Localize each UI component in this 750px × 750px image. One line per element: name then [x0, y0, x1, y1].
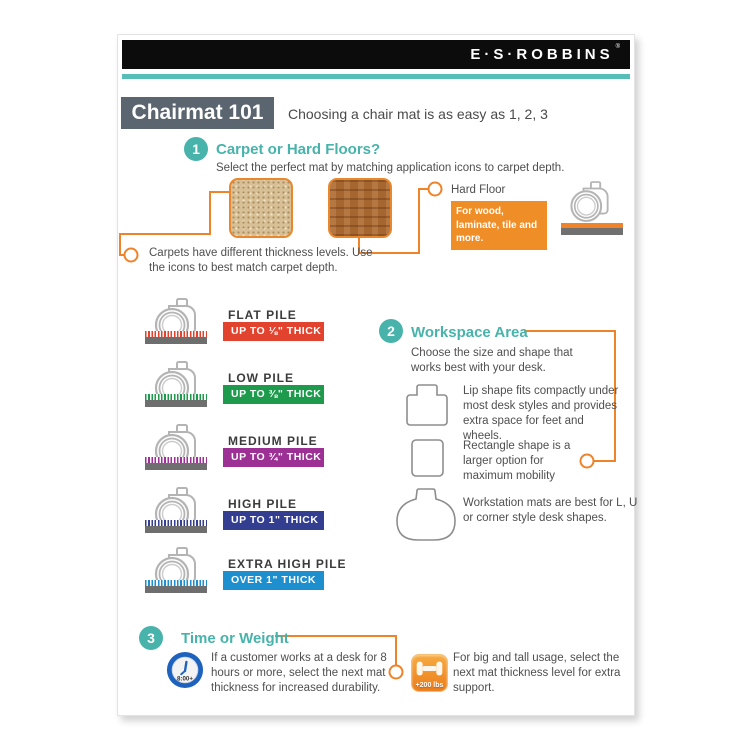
lip-shape-icon [406, 384, 448, 426]
pile-name: HIGH PILE [228, 497, 298, 511]
pile-name: LOW PILE [228, 371, 294, 385]
accent-rule [122, 74, 630, 79]
200lb-weight-icon [411, 654, 448, 692]
pile-thickness-badge: OVER 1" THICK [223, 571, 324, 590]
carpet-base-strip [145, 526, 207, 533]
tagline: Choosing a chair mat is as easy as 1, 2, 3 [288, 106, 548, 122]
step3-title: Time or Weight [181, 630, 289, 647]
workstation-shape-icon [396, 488, 456, 541]
dumbbell-icon [415, 660, 444, 677]
carpet-note: Carpets have different thickness levels. Use the icons to best match carpet depth. [149, 247, 373, 274]
weight-text: For big and tall usage, select the next mat thickness level for extra support. [453, 652, 621, 694]
8-hour-clock-icon [166, 651, 204, 689]
rectangle-shape-text: Rectangle shape is a larger option for maximum mobility [463, 440, 571, 482]
pile-name: MEDIUM PILE [228, 434, 318, 448]
pile-name: FLAT PILE [228, 308, 297, 322]
pile-thickness-badge: UP TO ⅜" THICK [223, 385, 324, 404]
lip-shape-text: Lip shape fits compactly under most desk styles and provides extra space for feet and wheels. [463, 385, 619, 442]
clock-text: If a customer works at a desk for 8 hours or more, select the next mat thickness for increased durability. [211, 652, 387, 694]
step1-number-badge: 1 [184, 137, 208, 161]
carpet-base-strip [145, 463, 207, 470]
pile-thickness-badge: UP TO ¾" THICK [223, 448, 324, 467]
step1-subtitle: Select the perfect mat by matching application icons to carpet depth. [216, 162, 565, 174]
wood-floor-swatch [328, 178, 392, 238]
step2-title: Workspace Area [411, 324, 528, 341]
step1-title: Carpet or Hard Floors? [216, 141, 381, 158]
weight-label: +200 lbs [415, 682, 444, 689]
brand-bar [122, 40, 630, 69]
carpet-base-strip [145, 337, 207, 344]
pile-row-medium [118, 424, 458, 487]
rectangle-shape-icon [411, 439, 444, 477]
infographic-page [117, 34, 638, 716]
step2-subtitle: Choose the size and shape that works best with your desk. [411, 347, 573, 374]
pile-name: EXTRA HIGH PILE [228, 557, 347, 571]
carpet-base-strip [145, 400, 207, 407]
step3-number-badge: 3 [139, 626, 163, 650]
workstation-shape-text: Workstation mats are best for L, U or corner style desk shapes. [463, 497, 638, 524]
pile-thickness-badge: UP TO ⅛" THICK [223, 322, 324, 341]
hard-floor-bullet-icon [429, 183, 442, 196]
carpet-texture-swatch [229, 178, 293, 238]
hard-floor-caster-wheel-icon [564, 181, 616, 222]
registered-mark-icon: ® [615, 44, 620, 50]
page-title: Chairmat 101 [121, 97, 274, 129]
brand-logo: E·S·ROBBINS [470, 46, 614, 63]
pile-row-flat [118, 298, 458, 361]
hard-floor-label: Hard Floor [451, 184, 506, 196]
pile-thickness-badge: UP TO 1" THICK [223, 511, 324, 530]
carpet-base-strip [145, 586, 207, 593]
hard-floor-note: For wood, laminate, tile and more. [451, 201, 547, 250]
pile-row-extra-high [118, 547, 458, 610]
clock-label: 8:00+ [177, 675, 193, 683]
step2-number-badge: 2 [379, 319, 403, 343]
hard-floor-base [561, 228, 623, 235]
carpet-note-bullet-icon [125, 249, 138, 262]
